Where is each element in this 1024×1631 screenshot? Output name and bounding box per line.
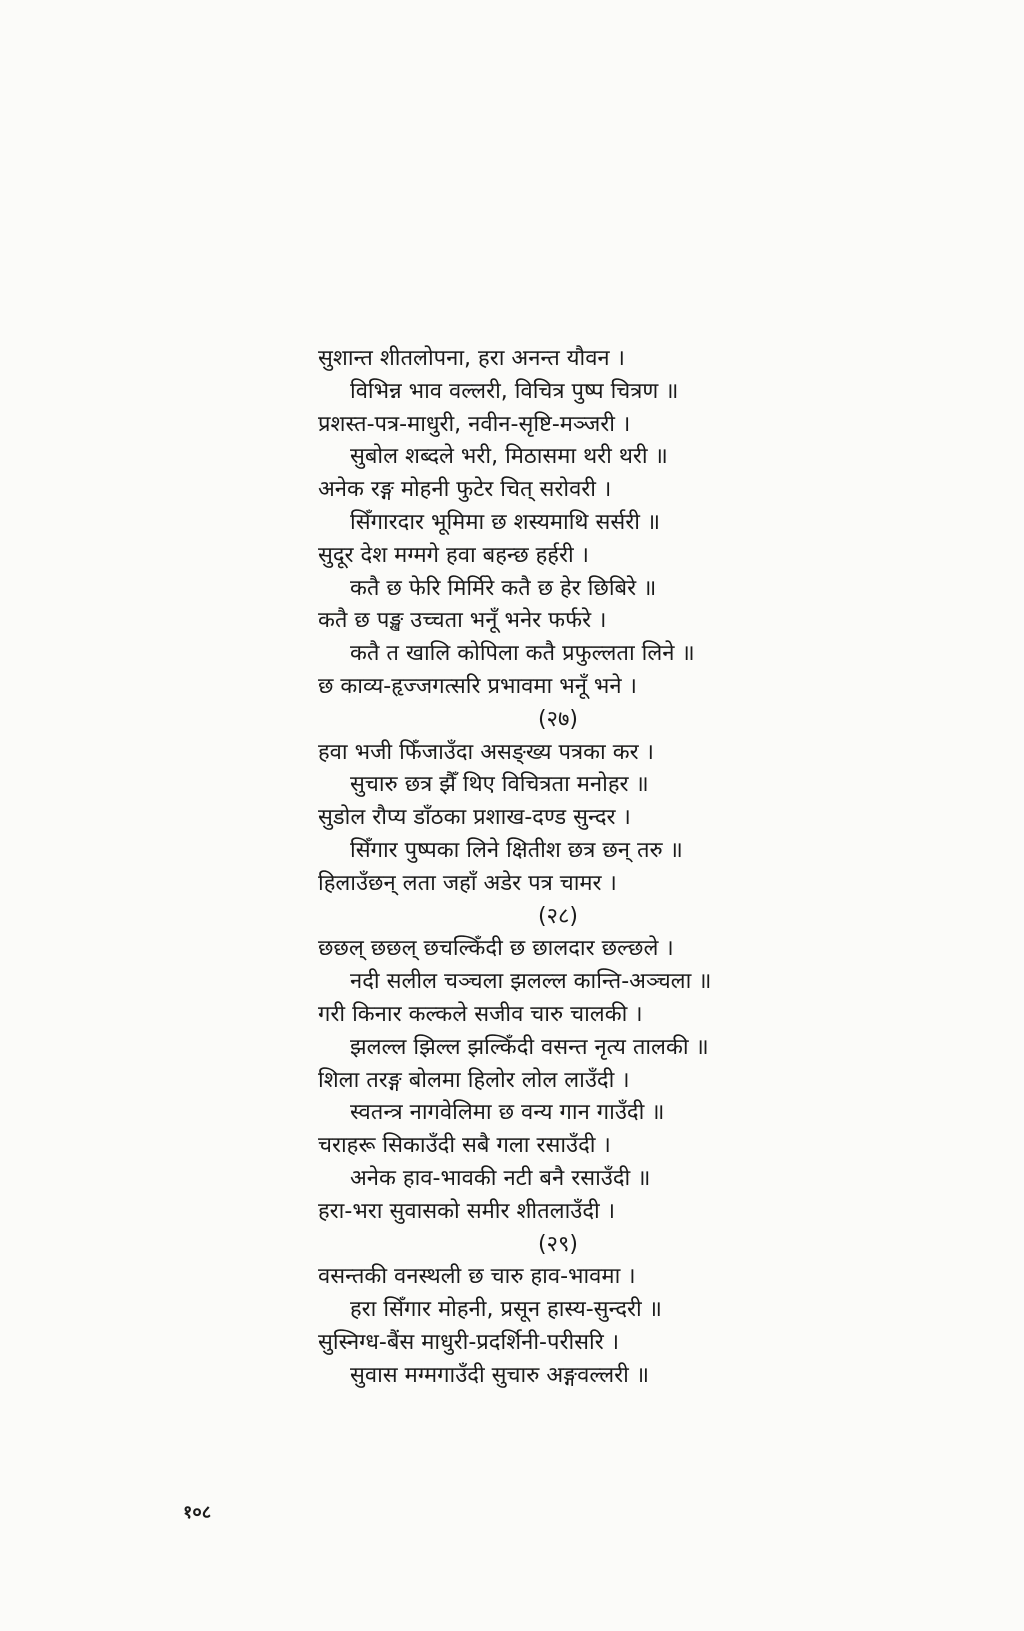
poem-line: गरी किनार कल्कले सजीव चारु चालकी । bbox=[318, 1001, 643, 1027]
poem-line: सुडोल रौप्य डाँठका प्रशाख-दण्ड सुन्दर । bbox=[318, 805, 631, 831]
poem-line: सुशान्त शीतलोपना, हरा अनन्त यौवन । bbox=[318, 346, 625, 371]
poem-text-block bbox=[318, 343, 798, 1393]
poem-line: चराहरू सिकाउँदी सबै गला रसाउँदी । bbox=[318, 1133, 611, 1159]
poem-line: सुचारु छत्र झैँ थिए विचित्रता मनोहर ॥ bbox=[350, 772, 649, 798]
poem-line: वसन्तकी वनस्थली छ चारु हाव-भावमा । bbox=[318, 1264, 636, 1290]
poem-line: सिँगारदार भूमिमा छ शस्यमाथि सर्सरी ॥ bbox=[350, 509, 661, 535]
poem-line: कतै त खालि कोपिला कतै प्रफुल्लता लिने ॥ bbox=[350, 641, 695, 667]
poem-line: हरा सिँगार मोहनी, प्रसून हास्य-सुन्दरी ॥ bbox=[350, 1297, 662, 1323]
poem-line: सुवास मग्मगाउँदी सुचारु अङ्गवल्लरी ॥ bbox=[350, 1362, 650, 1388]
poem-line: हवा भजी फिँजाउँदा असङ्ख्य पत्रका कर । bbox=[318, 739, 654, 765]
poem-line: स्वतन्त्र नागवेलिमा छ वन्य गान गाउँदी ॥ bbox=[350, 1100, 665, 1126]
stanza-number: (२७) bbox=[537, 706, 579, 732]
poem-line: शिला तरङ्ग बोलमा हिलोर लोल लाउँदी । bbox=[318, 1067, 630, 1093]
poem-line: सुदूर देश मग्मगे हवा बहन्छ हर्हरी । bbox=[318, 542, 590, 568]
stanza-number: (२८) bbox=[537, 903, 579, 929]
poem-line: हिलाउँछन् लता जहाँ अडेर पत्र चामर । bbox=[318, 870, 617, 896]
poem-line: अनेक रङ्ग मोहनी फुटेर चित् सरोवरी । bbox=[318, 477, 612, 503]
poem-line: नदी सलील चञ्चला झलल्ल कान्ति-अञ्चला ॥ bbox=[350, 969, 712, 995]
poem-line: सुस्निग्ध-बैंस माधुरी-प्रदर्शिनी-परीसरि । bbox=[318, 1329, 620, 1355]
poem-line: विभिन्न भाव वल्लरी, विचित्र पुष्प चित्रण ॥ bbox=[350, 378, 679, 404]
page-number: १०८ bbox=[183, 1502, 212, 1523]
stanza-number: (२९) bbox=[537, 1231, 579, 1257]
poem-line: कतै छ पङ्ख उच्चता भनूँ भनेर फर्फरे । bbox=[318, 608, 607, 634]
poem-line: सिँगार पुष्पका लिने क्षितीश छत्र छन् तरु ॥ bbox=[350, 837, 683, 863]
poem-line: कतै छ फेरि मिर्मिरे कतै छ हेर छिबिरे ॥ bbox=[350, 575, 657, 601]
poem-line: हरा-भरा सुवासको समीर शीतलाउँदी । bbox=[318, 1198, 616, 1224]
poem-line: प्रशस्त-पत्र-माधुरी, नवीन-सृष्टि-मञ्जरी । bbox=[318, 411, 631, 437]
poem-line: झलल्ल झिल्ल झल्किँदी वसन्त नृत्य तालकी ॥ bbox=[350, 1034, 709, 1060]
poem-line: अनेक हाव-भावकी नटी बनै रसाउँदी ॥ bbox=[350, 1165, 651, 1191]
poem-line: सुबोल शब्दले भरी, मिठासमा थरी थरी ॥ bbox=[350, 444, 668, 470]
poem-line: छछल् छछल् छचल्किँदी छ छालदार छल्छले । bbox=[318, 936, 674, 962]
poem-line: छ काव्य-हृज्जगत्सरि प्रभावमा भनूँ भने । bbox=[318, 673, 637, 699]
